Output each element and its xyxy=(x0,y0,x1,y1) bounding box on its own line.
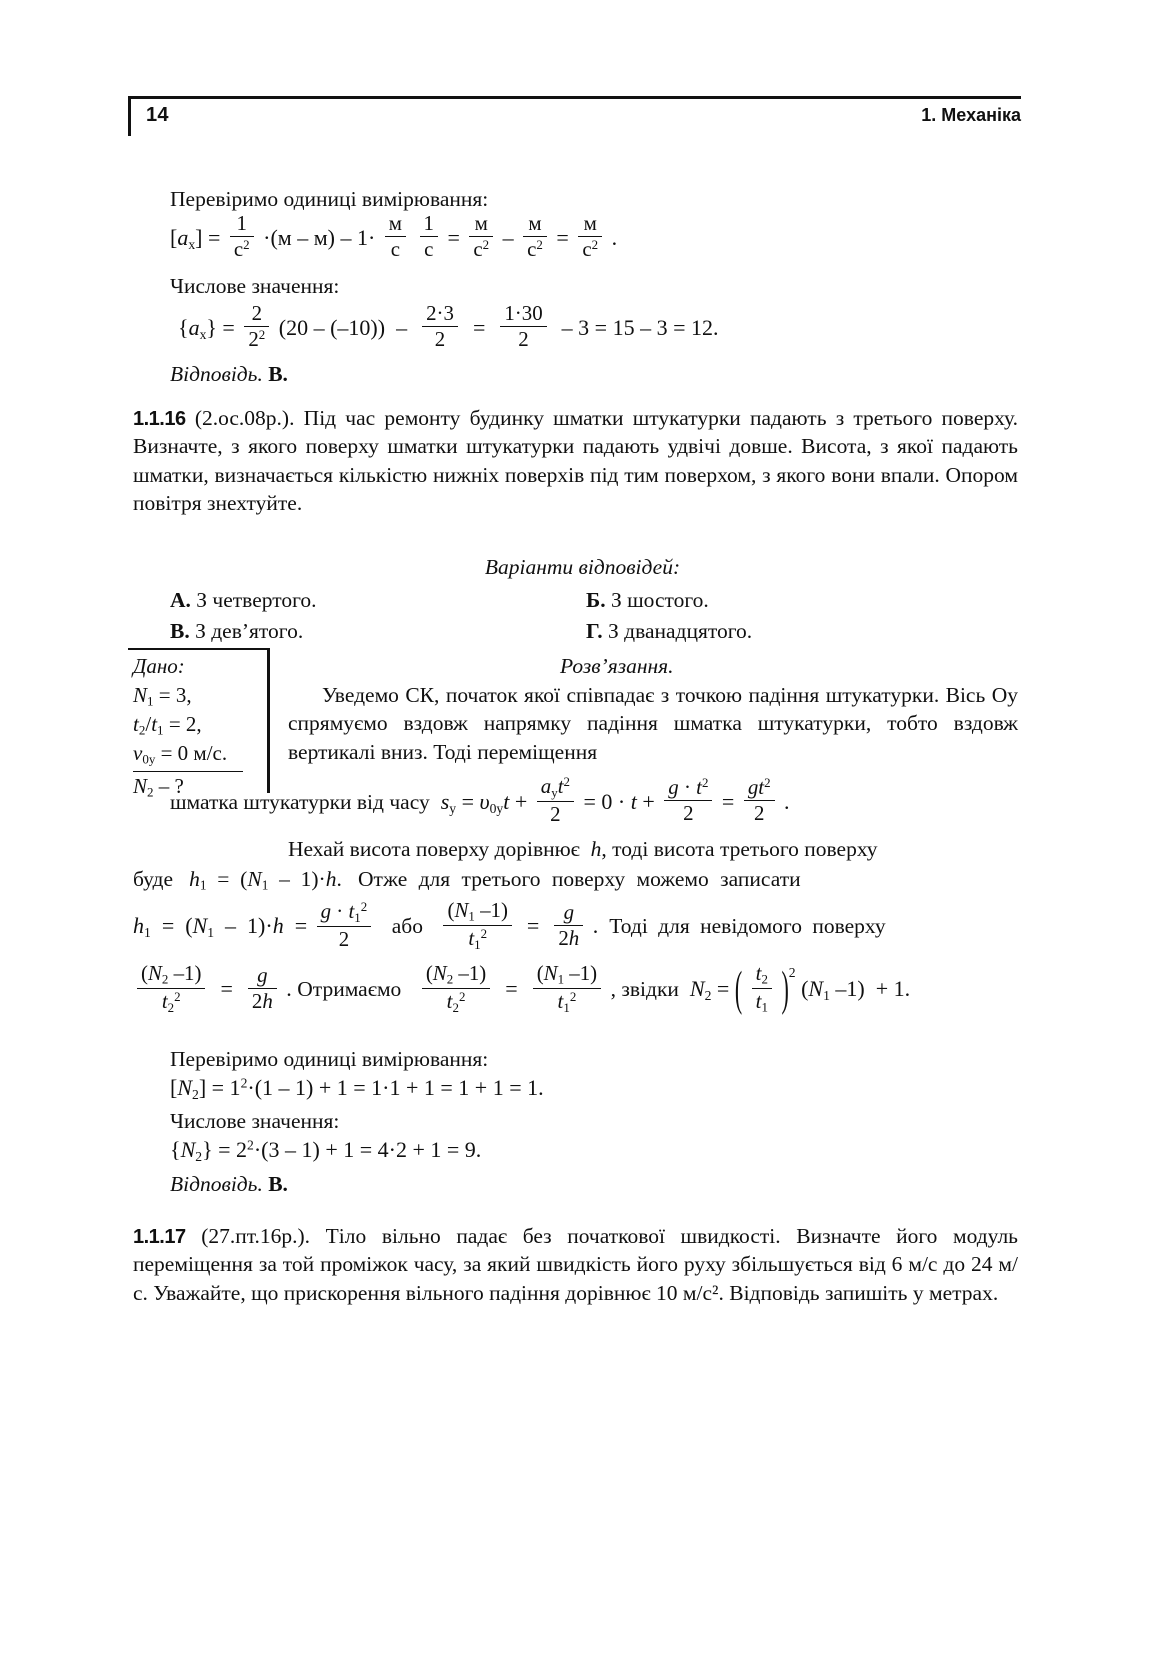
answer-line-1116 xyxy=(170,1170,288,1198)
given-line-1: $N_1 = 3$, xyxy=(133,683,192,709)
answer-label-1116: Відповідь. xyxy=(170,1172,263,1196)
solution-paragraph-1: Уведемо СК, початок якої співпадає з точкою падіння штукатурки. Вісь Oy спрямуємо вздовж напрямку падіння шматка штукатурки, тобто вздовж вертикалі вниз. Тоді переміщення xyxy=(288,683,1018,764)
equation-units-1: $[a_x]$ = $\frac{1}{с^2}$ ·(м – м) – 1· $\frac{м}{с}$ $\frac{1}{с}$ = $\frac{м}{с^2}$ – $\frac{м}{с^2}$ = $\frac{м}{с^2}$ . xyxy=(170,210,618,261)
task-source-1117: (27.пт.16р.). xyxy=(201,1224,311,1248)
solution-p1-tail: шматка штукатурки від часу xyxy=(170,789,430,814)
chapter-title: 1. Механіка xyxy=(921,105,1021,125)
solution-equation-h1: $h_1 = (N_1 - 1)\cdot h$ = $\frac{g \cdot t_1^2}{2}$ або $\frac{(N_1 -1)}{t_1^2}$ = $\frac{g}{2h}$ . Тоді для невідомого поверху xyxy=(133,897,886,952)
task-1116 xyxy=(133,404,1018,518)
answer-value-1: В. xyxy=(268,362,288,386)
option-v-letter: В. xyxy=(170,619,190,643)
solution-p2-d: Отже для третього поверху можемо записати xyxy=(357,867,801,891)
task-text-1116: Під час ремонту будинку шматки штукатурки падають з третього поверху. Визначте, з якого поверху шматки штукатурки падають удвічі довше. Висота, з якої падають шматки, визначається кількістю нижніх поверхів під тим поверхом, з якого вони впали. Опором повітря знехтуйте. xyxy=(133,406,1019,516)
equation-numeric-1: $\{a_x\}$ = $\frac{2}{2^2}$ (20 – (–10)) – $\frac{2\cdot 3}{2}$ = $\frac{1\cdot 30}{2}$ – 3 = 15 – 3 = 12. xyxy=(178,300,719,351)
option-g-letter: Г. xyxy=(586,619,603,643)
solution-p2-a: Нехай висота поверху дорівнює xyxy=(288,837,580,861)
option-a-1116 xyxy=(170,586,316,614)
solution-paragraph-2-line1: Нехай висота поверху дорівнює h, тоді висота третього поверху xyxy=(288,837,878,861)
check-units-line-2: Перевіримо одиниці вимірювання: xyxy=(170,1047,489,1071)
task-number-1117: 1.1.17 xyxy=(133,1226,186,1248)
equation-units-2: $[N_2] = 1^2\cdot(1 - 1) + 1 = 1\cdot 1 + 1 = 1 + 1 = 1$. xyxy=(170,1074,544,1102)
solution-equation-sy: шматка штукатурки від часу $s_y = \upsilon_{0y}t$ + $\frac{a_yt^2}{2}$ = 0 · t + $\frac{g \cdot t^2}{2}$ = $\frac{gt^2}{2}$ . xyxy=(170,773,790,826)
solution-title: Розв’язання. xyxy=(560,654,674,678)
check-units-line-1: Перевіримо одиниці вимірювання: xyxy=(170,187,489,211)
option-g-1116 xyxy=(586,617,752,645)
solution-p4-from: , звідки xyxy=(610,977,679,1002)
option-b-letter: Б. xyxy=(586,588,606,612)
option-g-text: З дванадцятого. xyxy=(608,619,753,643)
option-b-1116 xyxy=(586,586,709,614)
solution-p2-b: тоді висота третього поверху xyxy=(612,837,878,861)
task-source-1116: (2.ос.08р.). xyxy=(194,406,295,430)
numeric-value-line-1: Числове значення: xyxy=(170,274,340,298)
answer-line-1 xyxy=(170,360,288,388)
variants-title-1116: Варіанти відповідей: xyxy=(484,555,681,579)
solution-p3-then: Тоді для невідомого поверху xyxy=(609,914,886,939)
given-title: Дано: xyxy=(133,654,185,678)
equation-numeric-2: $\{N_2\} = 2^2\cdot(3 - 1) + 1 = 4\cdot 2 + 1 = 9$. xyxy=(170,1136,482,1164)
task-text-1117: Тіло вільно падає без початкової швидкості. Визначте його модуль переміщення за той проміжок часу, за який швидкість його руху збільшується від 6 м/с до 24 м/с. Уважайте, що прискорення вільного падіння дорівнює 10 м/с². Відповідь запишіть у метрах. xyxy=(133,1224,1018,1305)
page-number: 14 xyxy=(146,104,169,126)
solution-paragraph-2-line2: буде $h_1 = (N_1 - 1)\cdot h$. Отже для третього поверху можемо записати xyxy=(133,867,801,893)
task-1117 xyxy=(133,1222,1018,1307)
solution-equation-n2: $\frac{(N_2 -1)}{t_2^2}$ = $\frac{g}{2h}$ . Отримаємо $\frac{(N_2 -1)}{t_2^2}$ = $\frac{(N_1 -1)}{t_1^2}$ , звідки $N_2$ = ( $\frac{t_2}{t_1}$ )$^2$ ($N_1$ –1) + 1. xyxy=(133,965,910,1018)
header-rule xyxy=(128,96,1021,99)
given-divider xyxy=(267,648,270,793)
page-header xyxy=(128,96,1021,138)
option-a-text: З четвертого. xyxy=(196,588,317,612)
given-line-3: $v_{0y} = 0$ м/с. xyxy=(133,739,243,772)
answer-value-1116: В. xyxy=(268,1172,288,1196)
task-number-1116: 1.1.16 xyxy=(133,408,186,430)
given-line-2: $t_2/t_1 = 2$, xyxy=(133,712,202,738)
option-b-text: З шостого. xyxy=(610,588,709,612)
given-top-rule xyxy=(128,648,268,650)
numeric-value-line-2: Числове значення: xyxy=(170,1109,340,1133)
option-a-letter: А. xyxy=(170,588,191,612)
option-v-text: З дев’ятого. xyxy=(195,619,304,643)
header-tick xyxy=(128,96,131,136)
answer-label-1: Відповідь. xyxy=(170,362,263,386)
solution-p4-get: Отримаємо xyxy=(297,977,402,1002)
solution-p3-or: або xyxy=(391,914,423,939)
solution-p2-c: буде xyxy=(133,867,173,891)
given-line-4: $N_2$ – ? xyxy=(133,774,184,800)
option-v-1116 xyxy=(170,617,303,645)
